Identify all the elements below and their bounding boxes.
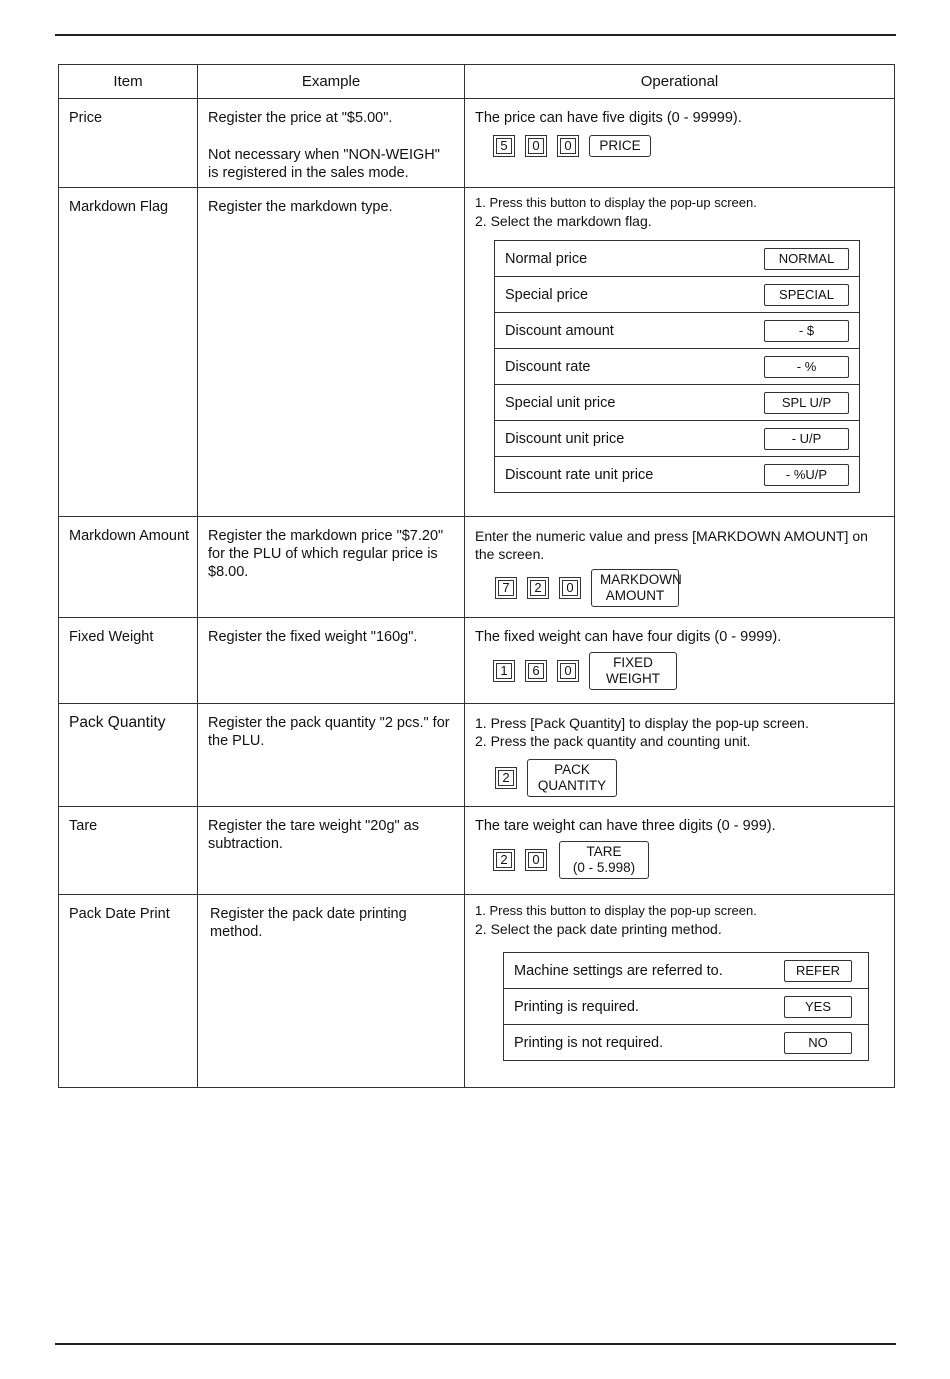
operational-text: The fixed weight can have four digits (0 - 9999). bbox=[475, 629, 782, 645]
table-row-pack-quantity bbox=[59, 704, 895, 807]
key-0[interactable]: 0 bbox=[557, 135, 579, 157]
header-example: Example bbox=[198, 65, 465, 99]
key-0[interactable]: 0 bbox=[559, 577, 581, 599]
footer-rule bbox=[55, 1343, 896, 1345]
spl-unit-price-button[interactable]: SPL U/P bbox=[764, 392, 849, 414]
button-line-1: FIXED bbox=[613, 655, 653, 670]
example-text: Register the markdown price "$7.20" for the PLU of which regular price is $8.00. bbox=[208, 528, 444, 580]
option-label: Printing is required. bbox=[514, 998, 639, 1015]
discount-rate-unit-price-button[interactable]: - %U/P bbox=[764, 464, 849, 486]
key-7[interactable]: 7 bbox=[495, 577, 517, 599]
option-label: Discount unit price bbox=[505, 430, 625, 447]
example-text: Register the pack quantity "2 pcs." for the PLU. bbox=[208, 715, 450, 749]
markdown-amount-button[interactable] bbox=[591, 569, 682, 607]
discount-rate-button[interactable]: - % bbox=[764, 356, 849, 378]
item-label: Pack Quantity bbox=[69, 714, 166, 731]
button-line-1: PACK bbox=[554, 762, 590, 777]
markdown-flag-popup bbox=[494, 240, 860, 493]
table-row-fixed-weight bbox=[59, 618, 895, 704]
example-text: Register the price at "$5.00". bbox=[208, 110, 393, 126]
key-0[interactable]: 0 bbox=[557, 660, 579, 682]
pack-date-popup bbox=[503, 952, 869, 1061]
item-label: Pack Date Print bbox=[69, 906, 170, 922]
item-label: Fixed Weight bbox=[69, 629, 154, 645]
button-line-2: (0 - 5.998) bbox=[572, 860, 636, 875]
option-label: Normal price bbox=[505, 250, 588, 267]
operational-text: Enter the numeric value and press [MARKDOWN AMOUNT] on the screen. bbox=[475, 528, 868, 562]
item-label: Tare bbox=[69, 818, 98, 834]
step-1: 1. Press this button to display the pop-up screen. bbox=[475, 195, 757, 210]
step-1: 1. Press [Pack Quantity] to display the pop-up screen. bbox=[475, 715, 809, 731]
table-row-markdown-flag bbox=[59, 188, 895, 517]
special-button[interactable]: SPECIAL bbox=[764, 284, 849, 306]
example-text: Register the fixed weight "160g". bbox=[208, 629, 418, 645]
option-label: Printing is not required. bbox=[514, 1034, 664, 1051]
key-0[interactable]: 0 bbox=[525, 849, 547, 871]
step-1: 1. Press this button to display the pop-up screen. bbox=[475, 903, 757, 918]
header-rule bbox=[55, 34, 896, 36]
example-text: Register the tare weight "20g" as subtraction. bbox=[208, 818, 419, 852]
operational-text: The price can have five digits (0 - 99999). bbox=[475, 110, 742, 126]
normal-button[interactable]: NORMAL bbox=[764, 248, 849, 270]
table-row-pack-date-print bbox=[59, 895, 895, 1088]
discount-amount-button[interactable]: - $ bbox=[764, 320, 849, 342]
table-header-row bbox=[59, 65, 895, 99]
option-label: Machine settings are referred to. bbox=[514, 962, 723, 979]
price-button[interactable]: PRICE bbox=[589, 135, 651, 157]
option-label: Special price bbox=[505, 286, 589, 303]
button-line-1: MARKDOWN bbox=[600, 572, 682, 587]
step-2: 2. Select the pack date printing method. bbox=[475, 921, 722, 937]
tare-button[interactable] bbox=[559, 841, 649, 879]
fixed-weight-button[interactable] bbox=[589, 652, 677, 690]
key-2[interactable]: 2 bbox=[493, 849, 515, 871]
refer-button[interactable]: REFER bbox=[784, 960, 852, 982]
no-button[interactable]: NO bbox=[784, 1032, 852, 1054]
option-label: Discount rate unit price bbox=[505, 466, 654, 483]
key-2[interactable]: 2 bbox=[527, 577, 549, 599]
key-1[interactable]: 1 bbox=[493, 660, 515, 682]
key-6[interactable]: 6 bbox=[525, 660, 547, 682]
step-2: 2. Select the markdown flag. bbox=[475, 213, 652, 229]
button-line-2: AMOUNT bbox=[605, 588, 665, 603]
pack-quantity-button[interactable] bbox=[527, 759, 617, 797]
example-note: Not necessary when "NON-WEIGH" is registered in the sales mode. bbox=[208, 147, 440, 181]
table-row-markdown-amount bbox=[59, 517, 895, 618]
example-text: Register the pack date printing method. bbox=[210, 906, 407, 940]
header-item: Item bbox=[59, 65, 198, 99]
table-row-tare bbox=[59, 807, 895, 895]
operational-text: The tare weight can have three digits (0 - 999). bbox=[475, 818, 776, 834]
example-text: Register the markdown type. bbox=[208, 199, 393, 215]
button-line-1: TARE bbox=[586, 844, 622, 859]
table-row-price bbox=[59, 99, 895, 188]
discount-unit-price-button[interactable]: - U/P bbox=[764, 428, 849, 450]
header-operational: Operational bbox=[465, 65, 895, 99]
item-label: Markdown Flag bbox=[69, 199, 169, 215]
button-line-2: QUANTITY bbox=[537, 778, 607, 793]
item-label: Markdown Amount bbox=[69, 528, 190, 544]
settings-table bbox=[58, 64, 895, 1088]
option-label: Discount rate bbox=[505, 358, 591, 375]
option-label: Special unit price bbox=[505, 394, 616, 411]
yes-button[interactable]: YES bbox=[784, 996, 852, 1018]
key-0[interactable]: 0 bbox=[525, 135, 547, 157]
button-line-2: WEIGHT bbox=[606, 671, 660, 686]
key-5[interactable]: 5 bbox=[493, 135, 515, 157]
option-label: Discount amount bbox=[505, 322, 614, 339]
item-label: Price bbox=[69, 110, 103, 126]
key-2[interactable]: 2 bbox=[495, 767, 517, 789]
step-2: 2. Press the pack quantity and counting unit. bbox=[475, 733, 751, 749]
